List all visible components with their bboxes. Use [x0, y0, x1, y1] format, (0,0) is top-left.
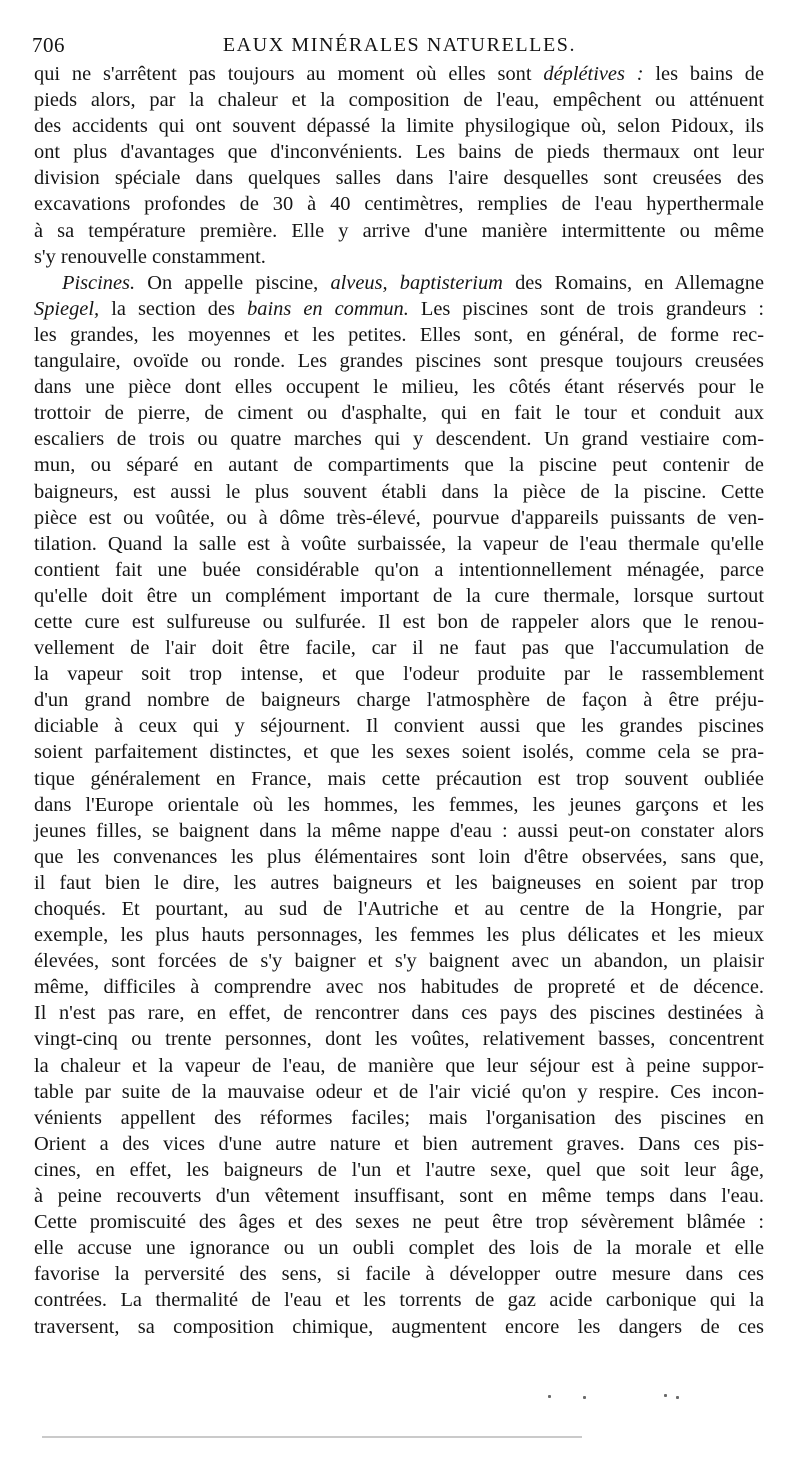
- text-line: [34, 583, 764, 609]
- print-speck: [583, 1396, 586, 1399]
- text-line: [34, 948, 764, 974]
- text-run: trottoir de pierre, de ciment ou d'asphalte, qui en fait le tour et conduit aux: [34, 402, 764, 425]
- text-run: que les convenances les plus élémentaires sont loin d'être observées, sans que,: [34, 845, 764, 868]
- text-line: [34, 1235, 764, 1261]
- running-title: EAUX MINÉRALES NATURELLES.: [222, 34, 577, 56]
- italic-text: déplétives :: [543, 63, 644, 85]
- text-line: [34, 452, 764, 478]
- text-line: [34, 1000, 764, 1026]
- italic-text: bains en commun.: [247, 297, 409, 320]
- text-line: [34, 1314, 764, 1340]
- text-line: [34, 400, 764, 426]
- text-run: jeunes filles, se baignent dans la même nappe d'eau : aussi peut-on constater alors: [34, 819, 764, 842]
- text-run: division spéciale dans quelques salles dans l'aire desquelles sont creusées des: [34, 167, 764, 190]
- text-line: [34, 1131, 764, 1157]
- text-line: [34, 1053, 764, 1079]
- text-line: [34, 1261, 764, 1287]
- text-run: tilation. Quand la salle est à voûte surbaissée, la vapeur de l'eau thermale qu'elle: [34, 532, 764, 555]
- text-line: [34, 870, 764, 896]
- text-line: [34, 113, 764, 139]
- text-run: tique généralement en France, mais cette précaution est trop souvent oubliée: [34, 767, 764, 790]
- print-speck: [548, 1395, 551, 1398]
- text-line: [34, 713, 764, 739]
- text-line: [34, 1157, 764, 1183]
- text-line: [34, 844, 764, 870]
- text-line: [34, 792, 764, 818]
- text-line: [34, 1209, 764, 1235]
- text-run: contrées. La thermalité de l'eau et les torrents de gaz acide carbonique qui la: [34, 1289, 764, 1312]
- text-line: [34, 739, 764, 765]
- text-run: la chaleur et la vapeur de l'eau, de manière que leur séjour est à peine suppor-: [34, 1054, 764, 1077]
- print-speck: [676, 1396, 679, 1399]
- text-run: soient parfaitement distinctes, et que les sexes soient isolés, comme cela se pra-: [34, 741, 764, 764]
- page-number: 706: [32, 33, 65, 57]
- text-line: [34, 557, 764, 583]
- text-run: pièce est ou voûtée, ou à dôme très-élevé, pourvue d'appareils puissants de ven-: [34, 506, 764, 529]
- text-line: [34, 426, 764, 452]
- text-line: [34, 322, 764, 348]
- text-line: [34, 348, 764, 374]
- text-line: [34, 139, 764, 165]
- italic-text: Piscines.: [62, 271, 136, 294]
- text-run: tangulaire, ovoïde ou ronde. Les grandes piscines sont presque toujours creusées: [34, 350, 764, 373]
- print-speck: [664, 1394, 667, 1397]
- text-line: [34, 974, 764, 1000]
- text-run: à sa température première. Elle y arrive d'une manière intermittente ou même: [34, 219, 764, 242]
- text-run: mun, ou séparé en autant de compartiments que la piscine peut contenir de: [34, 454, 764, 477]
- text-line: [34, 374, 764, 400]
- text-run: contient fait une buée considérable qu'on a intentionnellement ménagée, parce: [34, 558, 764, 581]
- text-run: escaliers de trois ou quatre marches qui y descendent. Un grand vestiaire com-: [34, 428, 764, 451]
- text-run: la vapeur soit trop intense, et que l'odeur produite par le rassemblement: [34, 663, 764, 686]
- text-run: vellement de l'air doit être facile, car il ne faut pas que l'accumulation de: [34, 637, 764, 660]
- text-line: [34, 661, 764, 687]
- text-line: [34, 609, 764, 635]
- text-line: [34, 1287, 764, 1313]
- text-run: dans une pièce dont elles occupent le milieu, les côtés étant réservés pour le: [34, 376, 764, 399]
- text-line: [34, 296, 764, 322]
- text-run: Il n'est pas rare, en effet, de rencontrer dans ces pays des piscines destinées à: [34, 1002, 764, 1025]
- text-run: Cette promiscuité des âges et des sexes ne peut être trop sévèrement blâmée :: [34, 1211, 764, 1234]
- text-run: les grandes, les moyennes et les petites. Elles sont, en général, de forme rec-: [34, 323, 764, 346]
- text-run: diciable à ceux qui y séjournent. Il convient aussi que les grandes piscines: [34, 715, 764, 738]
- text-run: cette cure est sulfureuse ou sulfurée. Il est bon de rappeler alors que le renou-: [34, 610, 764, 633]
- text-run: excavations profondes de 30 à 40 centimètres, remplies de l'eau hyperthermale: [34, 193, 764, 216]
- text-run: des Romains, en Allemagne: [502, 271, 764, 294]
- text-run: qu'elle doit être un complément important de la cure thermale, lorsque surtout: [34, 584, 764, 607]
- text-run: On appelle piscine,: [135, 271, 331, 294]
- text-run: traversent, sa composition chimique, augmentent encore les dangers de ces: [34, 1315, 764, 1338]
- text-run: vénients appellent des réformes faciles; mais l'organisation des piscines en: [34, 1106, 764, 1129]
- text-line: [34, 896, 764, 922]
- text-run: d'un grand nombre de baigneurs charge l'atmosphère de façon à être préju-: [34, 689, 764, 712]
- text-run: s'y renouvelle constamment.: [34, 245, 266, 268]
- text-line: [34, 191, 764, 217]
- text-line: [34, 87, 764, 113]
- italic-text: Spiegel,: [34, 297, 100, 320]
- text-run: dans l'Europe orientale où les hommes, les femmes, les jeunes garçons et les: [34, 793, 764, 816]
- text-run: des accidents qui ont souvent dépassé la limite physilogique où, selon Pidoux, ils: [34, 115, 764, 138]
- text-line: [34, 61, 764, 87]
- text-run: même, difficiles à comprendre avec nos habitudes de propreté et de décence.: [34, 976, 764, 999]
- text-run: les bains de: [643, 63, 764, 85]
- page-header: [32, 30, 767, 60]
- text-line: [34, 218, 764, 244]
- text-run: vingt-cinq ou trente personnes, dont les voûtes, relativement basses, concentrent: [34, 1028, 764, 1051]
- bleed-through-line: [42, 1436, 582, 1438]
- body-text: [34, 61, 764, 1340]
- text-line: [34, 479, 764, 505]
- text-line: [34, 818, 764, 844]
- text-run: Orient a des vices d'une autre nature et bien autrement graves. Dans ces pis-: [34, 1132, 764, 1155]
- text-line: [34, 1026, 764, 1052]
- text-run: pieds alors, par la chaleur et la composition de l'eau, empêchent ou atténuent: [34, 89, 764, 112]
- text-run: à peine recouverts d'un vêtement insuffisant, sont en même temps dans l'eau.: [34, 1185, 764, 1208]
- text-line: [34, 766, 764, 792]
- text-line: [34, 635, 764, 661]
- text-line: [34, 922, 764, 948]
- text-line: [34, 1183, 764, 1209]
- text-run: cines, en effet, les baigneurs de l'un et l'autre sexe, quel que soit leur âge,: [34, 1158, 764, 1181]
- text-run: élevées, sont forcées de s'y baigner et s'y baignent avec un abandon, un plaisir: [34, 950, 764, 973]
- text-line: [34, 1105, 764, 1131]
- text-line: [34, 505, 764, 531]
- text-line: [34, 687, 764, 713]
- italic-text: alveus, baptisterium: [330, 271, 503, 294]
- text-line: [34, 244, 764, 270]
- text-line: [34, 531, 764, 557]
- text-line: [34, 270, 764, 296]
- text-run: la section des: [99, 297, 248, 320]
- text-run: Les piscines sont de trois grandeurs :: [408, 297, 765, 320]
- text-run: table par suite de la mauvaise odeur et de l'air vicié qu'on y respire. Ces incon-: [34, 1080, 764, 1103]
- text-run: ont plus d'avantages que d'inconvénients. Les bains de pieds thermaux ont leur: [34, 141, 764, 164]
- text-run: exemple, les plus hauts personnages, les femmes les plus délicates et les mieux: [34, 924, 764, 947]
- text-run: il faut bien le dire, les autres baigneurs et les baigneuses en soient par trop: [34, 871, 764, 894]
- text-run: qui ne s'arrêtent pas toujours au moment où elles sont: [34, 63, 544, 85]
- text-line: [34, 1079, 764, 1105]
- text-run: favorise la perversité des sens, si facile à développer outre mesure dans ces: [34, 1263, 764, 1286]
- text-run: choqués. Et pourtant, au sud de l'Autriche et au centre de la Hongrie, par: [34, 898, 764, 920]
- text-run: elle accuse une ignorance ou un oubli complet des lois de la morale et elle: [34, 1237, 764, 1260]
- text-run: baigneurs, est aussi le plus souvent établi dans la pièce de la piscine. Cette: [34, 480, 764, 503]
- text-line: [34, 165, 764, 191]
